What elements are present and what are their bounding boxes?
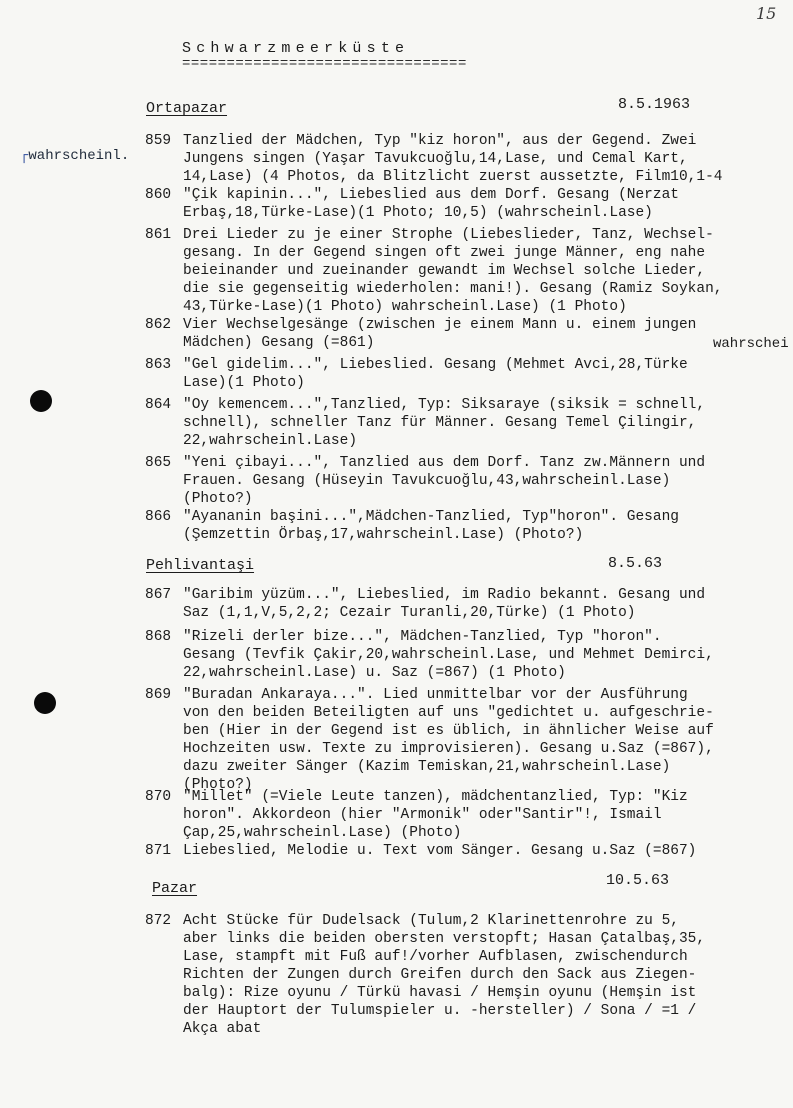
entry-number: 864 <box>145 397 172 413</box>
entry-text: "Rizeli derler bize...", Mädchen-Tanzlied, Typ "horon". Gesang (Tevfik Çakir,20,wahrscheinl.Lase, und Mehmet Demirci, 22,wahrscheinl.Lase) u. Saz (=867) (1 Photo) <box>183 629 714 681</box>
entry-text: Liebeslied, Melodie u. Text vom Sänger. Gesang u.Saz (=867) <box>183 843 697 859</box>
side-note: wahrschei <box>713 336 789 352</box>
entry-865 <box>145 454 785 508</box>
section-date-pehlivantasi: 8.5.63 <box>608 555 663 572</box>
entry-866 <box>145 508 785 544</box>
entry-number: 865 <box>145 455 172 471</box>
entry-text: "Millet" (=Viele Leute tanzen), mädchentanzlied, Typ: "Kiz horon". Akkordeon (hier "Armonik" oder"Santir"!, Ismail Çap,25,wahrscheinl.Lase) (Photo) <box>183 789 688 841</box>
entry-872 <box>145 912 785 1038</box>
entry-text: "Yeni çibayi...", Tanzlied aus dem Dorf. Tanz zw.Männern und Frauen. Gesang (Hüseyin Tavukcuoğlu,43,wahrscheinl.Lase) (Photo?) <box>183 455 706 507</box>
margin-note <box>20 148 129 164</box>
section-header-pehlivantasi: Pehlivantaşi <box>146 557 255 574</box>
entry-number: 867 <box>145 587 172 603</box>
punch-hole <box>30 390 52 412</box>
section-header-pazar: Pazar <box>152 880 198 897</box>
margin-note-text: wahrscheinl. <box>28 148 130 164</box>
entry-text: Acht Stücke für Dudelsack (Tulum,2 Klarinettenrohre zu 5, aber links die beiden obersten verstopft; Hasan Çatalbaş,35, Lase, stampft mit Fuß auf!/vorher Aufblasen, zwischendurch Richten der Zungen durch Greifen durch den Sack aus Ziegen- balg): Rize oyunu / Türkü havasi / Hemşin oyunu (Hemşin ist der Hauptort der Tulumspieler u. -hersteller) / Sona / =1 / Akça abat <box>183 913 706 1037</box>
section-date-ortapazar: 8.5.1963 <box>618 96 691 113</box>
entry-862 <box>145 316 785 352</box>
entry-number: 866 <box>145 509 172 525</box>
title-underline: ================================ <box>182 56 467 72</box>
margin-note-tick: ┌ <box>20 148 29 164</box>
entry-868 <box>145 628 785 682</box>
entry-number: 859 <box>145 133 172 149</box>
entry-864 <box>145 396 785 450</box>
section-date-pazar: 10.5.63 <box>606 872 670 889</box>
page-title: Schwarzmeerküste <box>182 40 410 57</box>
entry-number: 863 <box>145 357 172 373</box>
entry-text: "Garibim yüzüm...", Liebeslied, im Radio bekannt. Gesang und Saz (1,1,V,5,2,2; Cezair Turanli,20,Türke) (1 Photo) <box>183 587 706 621</box>
entry-text: "Ayananin başini...",Mädchen-Tanzlied, Typ"horon". Gesang (Şemzettin Örbaş,17,wahrscheinl.Lase) (Photo?) <box>183 509 679 543</box>
entry-text: Tanzlied der Mädchen, Typ "kiz horon", aus der Gegend. Zwei Jungens singen (Yaşar Tavukcuoğlu,14,Lase, und Cemal Kart, 14,Lase) (4 Photos, da Blitzlicht zuerst aussetzte, Film10,1-4 <box>183 133 723 185</box>
entry-863 <box>145 356 785 392</box>
entry-text: "Çik kapinin...", Liebeslied aus dem Dorf. Gesang (Nerzat Erbaş,18,Türke-Lase)(1 Photo; 10,5) (wahrscheinl.Lase) <box>183 187 679 221</box>
entry-861 <box>145 226 785 316</box>
entry-860 <box>145 186 785 222</box>
entry-number: 871 <box>145 843 172 859</box>
entry-number: 868 <box>145 629 172 645</box>
entry-867 <box>145 586 785 622</box>
punch-hole <box>34 692 56 714</box>
entry-number: 869 <box>145 687 172 703</box>
entry-870 <box>145 788 785 842</box>
entry-text: "Buradan Ankaraya...". Lied unmittelbar vor der Ausführung von den beiden Beteiligten auf uns "gedichtet u. aufgeschrie- ben (Hier in der Gegend ist es üblich, in ähnlicher Weise auf Hochzeiten usw. Texte zu improvisieren). Gesang u.Saz (=867), dazu zweiter Sänger (Kazim Temiskan,21,wahrscheinl.Lase) (Photo?) <box>183 687 714 793</box>
entry-number: 872 <box>145 913 172 929</box>
entry-number: 860 <box>145 187 172 203</box>
entry-text: Vier Wechselgesänge (zwischen je einem Mann u. einem jungen Mädchen) Gesang (=861) <box>183 317 697 351</box>
entry-number: 870 <box>145 789 172 805</box>
entry-number: 861 <box>145 227 172 243</box>
section-header-ortapazar: Ortapazar <box>146 100 228 117</box>
entry-text: "Gel gidelim...", Liebeslied. Gesang (Mehmet Avci,28,Türke Lase)(1 Photo) <box>183 357 688 391</box>
entry-text: "Oy kemencem...",Tanzlied, Typ: Siksaraye (siksik = schnell, schnell), schneller Tanz für Männer. Gesang Temel Çilingir, 22,wahrscheinl.Lase) <box>183 397 706 449</box>
entry-859 <box>145 132 785 186</box>
entry-869 <box>145 686 785 794</box>
entry-number: 862 <box>145 317 172 333</box>
entry-871 <box>145 842 785 860</box>
page-number: 15 <box>756 4 777 23</box>
entry-text: Drei Lieder zu je einer Strophe (Liebeslieder, Tanz, Wechsel- gesang. In der Gegend singen oft zwei junge Männer, eng nahe beieinander und zueinander gewandt im Wechsel solche Lieder, die sie gegenseitig wiederholen: mani!). Gesang (Ramiz Soykan, 43,Türke-Lase)(1 Photo) wahrscheinl.Lase) (1 Photo) <box>183 227 723 315</box>
